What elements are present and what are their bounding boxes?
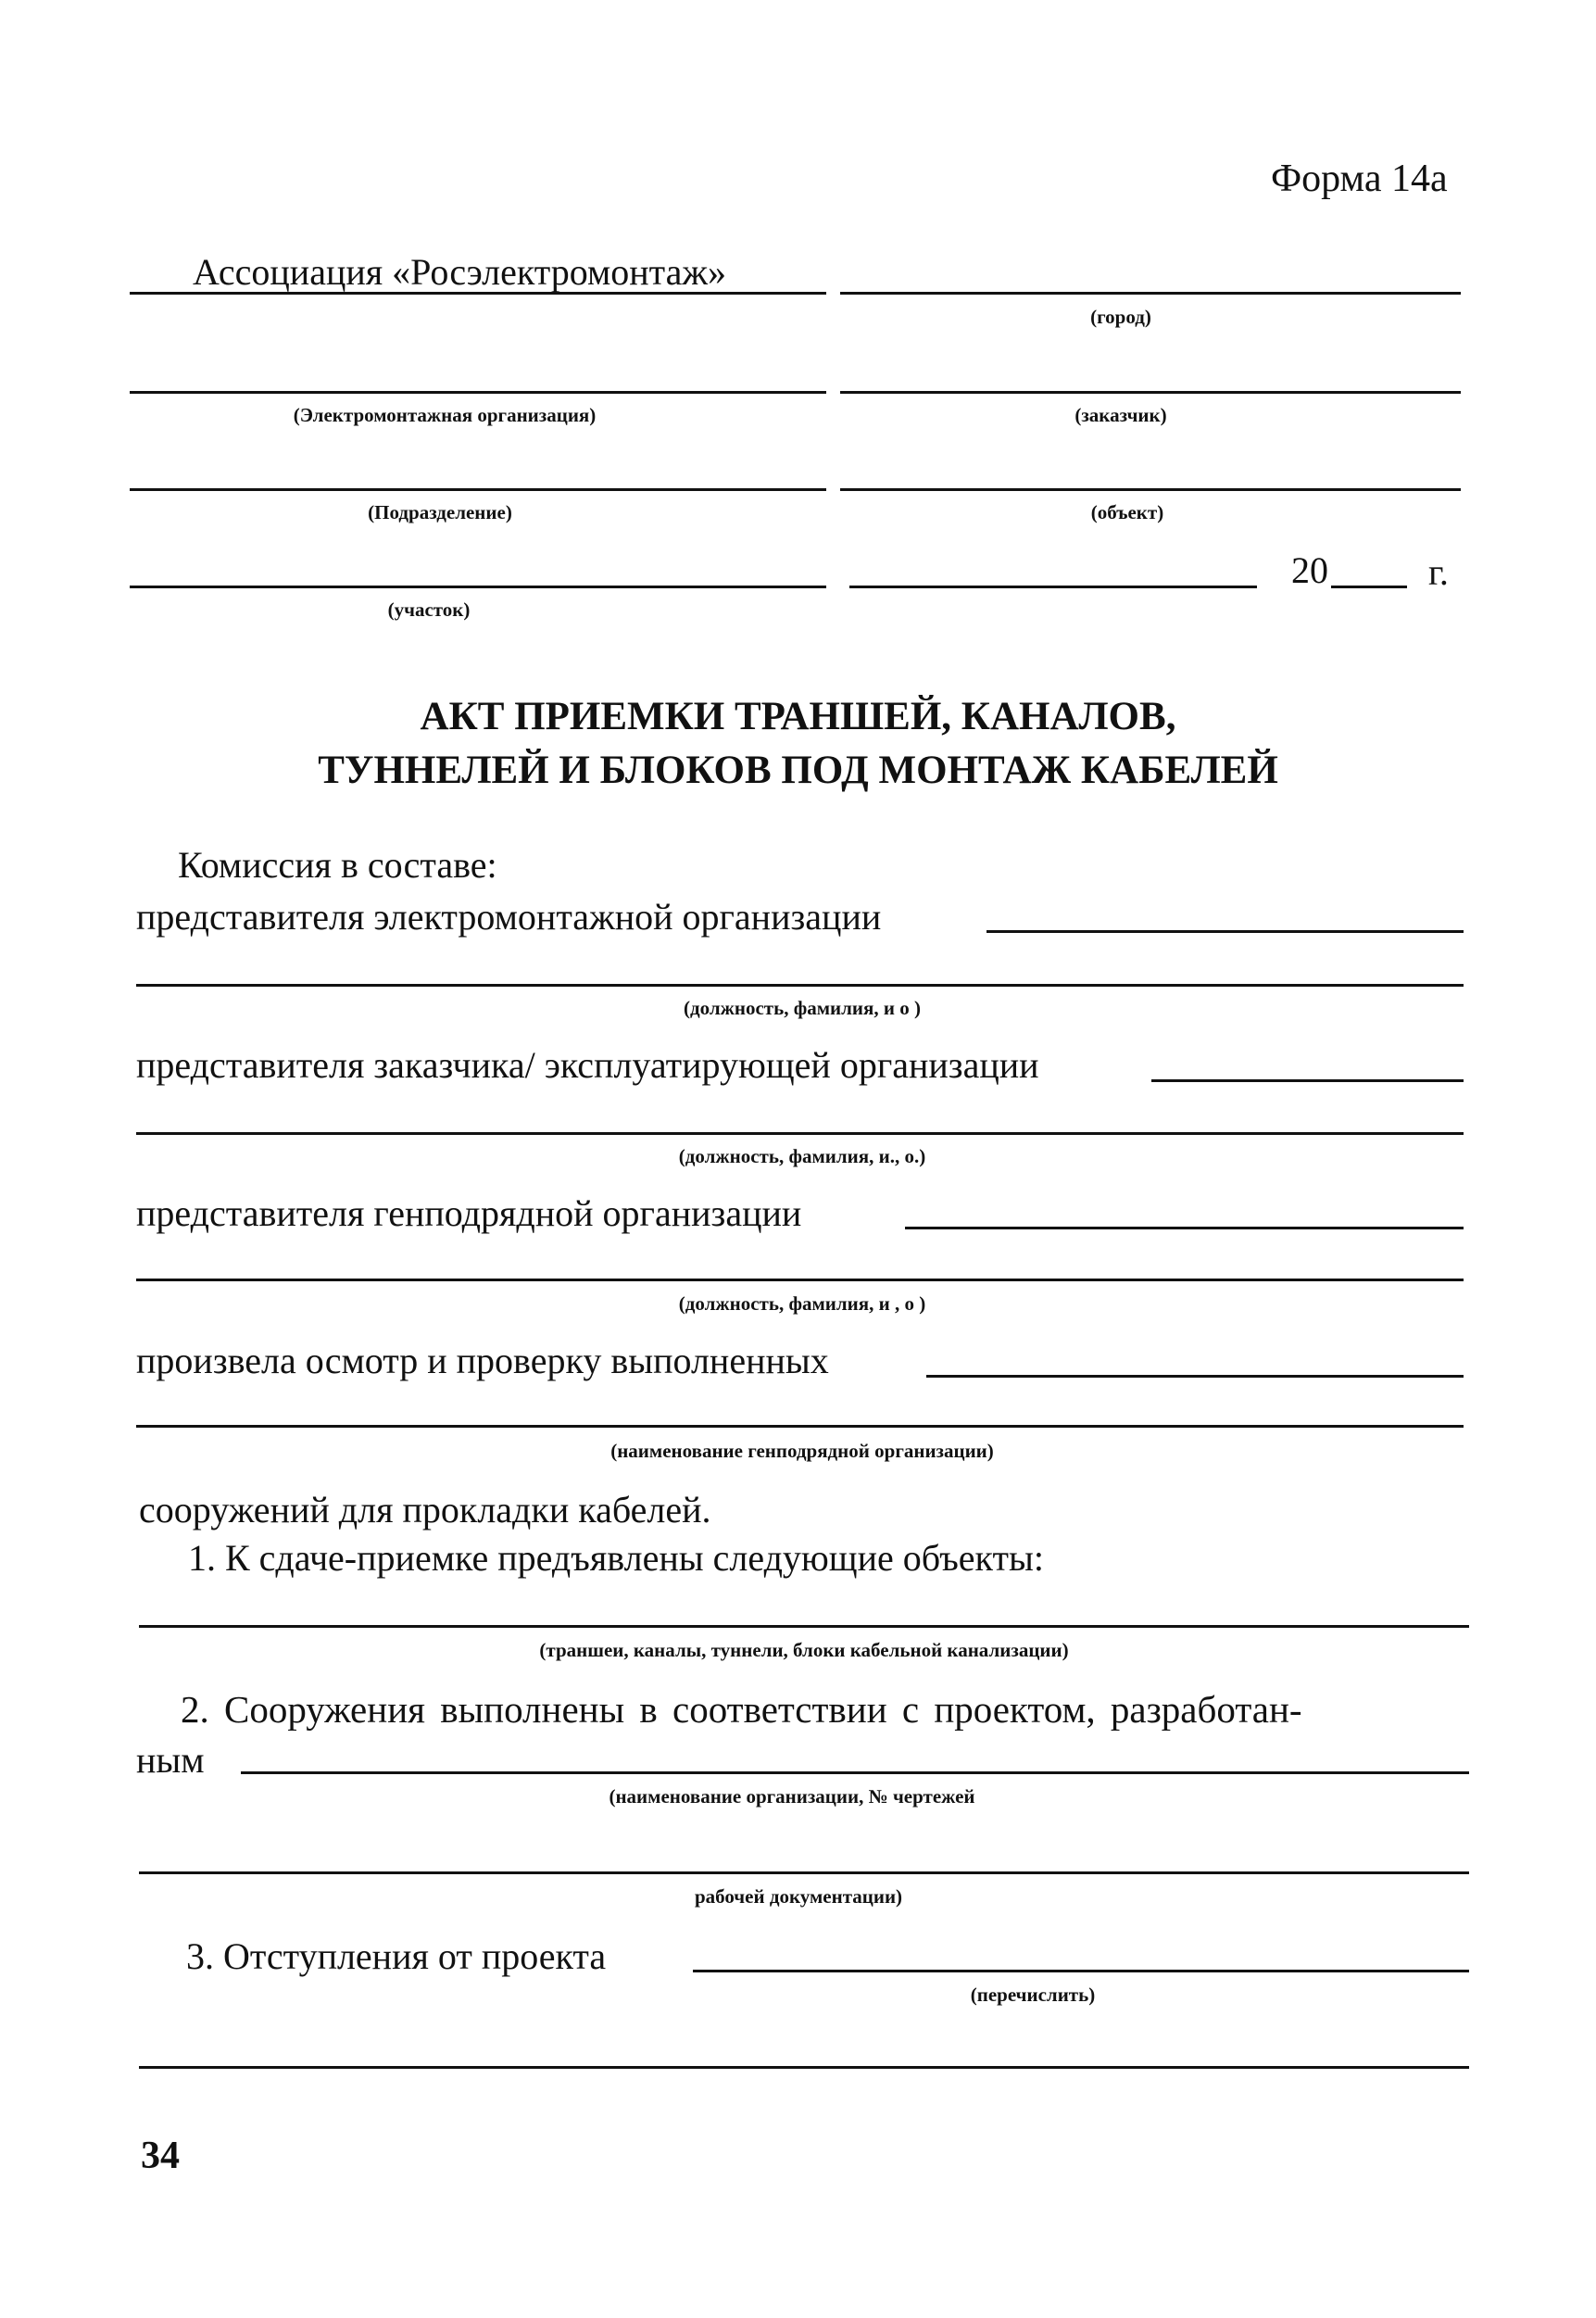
org-caption: (Электромонтажная организация) [293,404,597,426]
rep-general-label: представителя генподрядной организации [136,1192,802,1234]
rep-general-line-2[interactable] [136,1279,1464,1281]
rep-customer-line-2[interactable] [136,1132,1464,1135]
form-label: Форма 14а [1271,157,1448,200]
objects-line[interactable] [139,1625,1469,1628]
item-2-text-line1: 2. Сооружения выполнены в соответствии с проектом, разработан- [181,1688,1302,1731]
inspection-label: произвела осмотр и проверку выполненных [136,1340,829,1381]
rep-electro-line[interactable] [987,930,1464,933]
position-caption-2: (должность, фамилия, и., о.) [678,1145,926,1167]
city-caption: (город) [1090,306,1151,328]
org-line[interactable] [130,391,826,394]
customer-line[interactable] [840,391,1461,394]
general-org-caption: (наименование генподрядной организации) [610,1440,994,1462]
item-2-text-line2: ным [136,1739,205,1781]
section-line[interactable] [130,586,826,588]
deviations-line[interactable] [693,1970,1469,1972]
rep-customer-label: представителя заказчика/ эксплуатирующей организации [136,1044,1039,1086]
year-suffix: г. [1428,551,1449,593]
rep-electro-label: представителя электромонтажной организации [136,896,882,938]
structures-text: сооружений для прокладки кабелей. [139,1489,711,1531]
document-title-line1: АКТ ПРИЕМКИ ТРАНШЕЙ, КАНАЛОВ, [420,695,1176,738]
association-line [130,292,826,295]
page-number: 34 [141,2135,180,2177]
list-caption: (перечислить) [970,1984,1096,2006]
inspection-line[interactable] [926,1375,1464,1378]
customer-caption: (заказчик) [1074,404,1167,426]
objects-caption: (траншеи, каналы, туннели, блоки кабельной канализации) [539,1639,1069,1661]
work-docs-caption: рабочей документации) [694,1885,903,1908]
year-prefix: 20 [1291,549,1328,591]
work-docs-line[interactable] [139,1871,1469,1874]
object-line[interactable] [840,488,1461,491]
section-caption: (участок) [387,598,471,621]
deviations-line-2[interactable] [139,2066,1469,2069]
document-title-line2: ТУННЕЛЕЙ И БЛОКОВ ПОД МОНТАЖ КАБЕЛЕЙ [318,749,1278,792]
position-caption-1: (должность, фамилия, и о ) [684,997,921,1019]
association-name: Ассоциация «Росэлектромонтаж» [193,251,727,293]
commission-label: Комиссия в составе: [178,844,497,886]
developer-line[interactable] [241,1771,1469,1774]
general-org-line[interactable] [136,1425,1464,1428]
org-drawings-caption: (наименование организации, № чертежей [609,1785,975,1808]
city-line[interactable] [840,292,1461,295]
position-caption-3: (должность, фамилия, и , о ) [678,1292,926,1315]
date-line[interactable] [849,586,1257,588]
rep-electro-line-2[interactable] [136,984,1464,987]
item-1-text: 1. К сдаче-приемке предъявлены следующие объекты: [188,1537,1044,1579]
year-line[interactable] [1331,586,1407,588]
division-caption: (Подразделение) [368,501,512,523]
rep-general-line[interactable] [905,1227,1464,1229]
object-caption: (объект) [1090,501,1164,523]
item-3-text: 3. Отступления от проекта [186,1935,607,1977]
division-line[interactable] [130,488,826,491]
rep-customer-line[interactable] [1151,1079,1464,1082]
